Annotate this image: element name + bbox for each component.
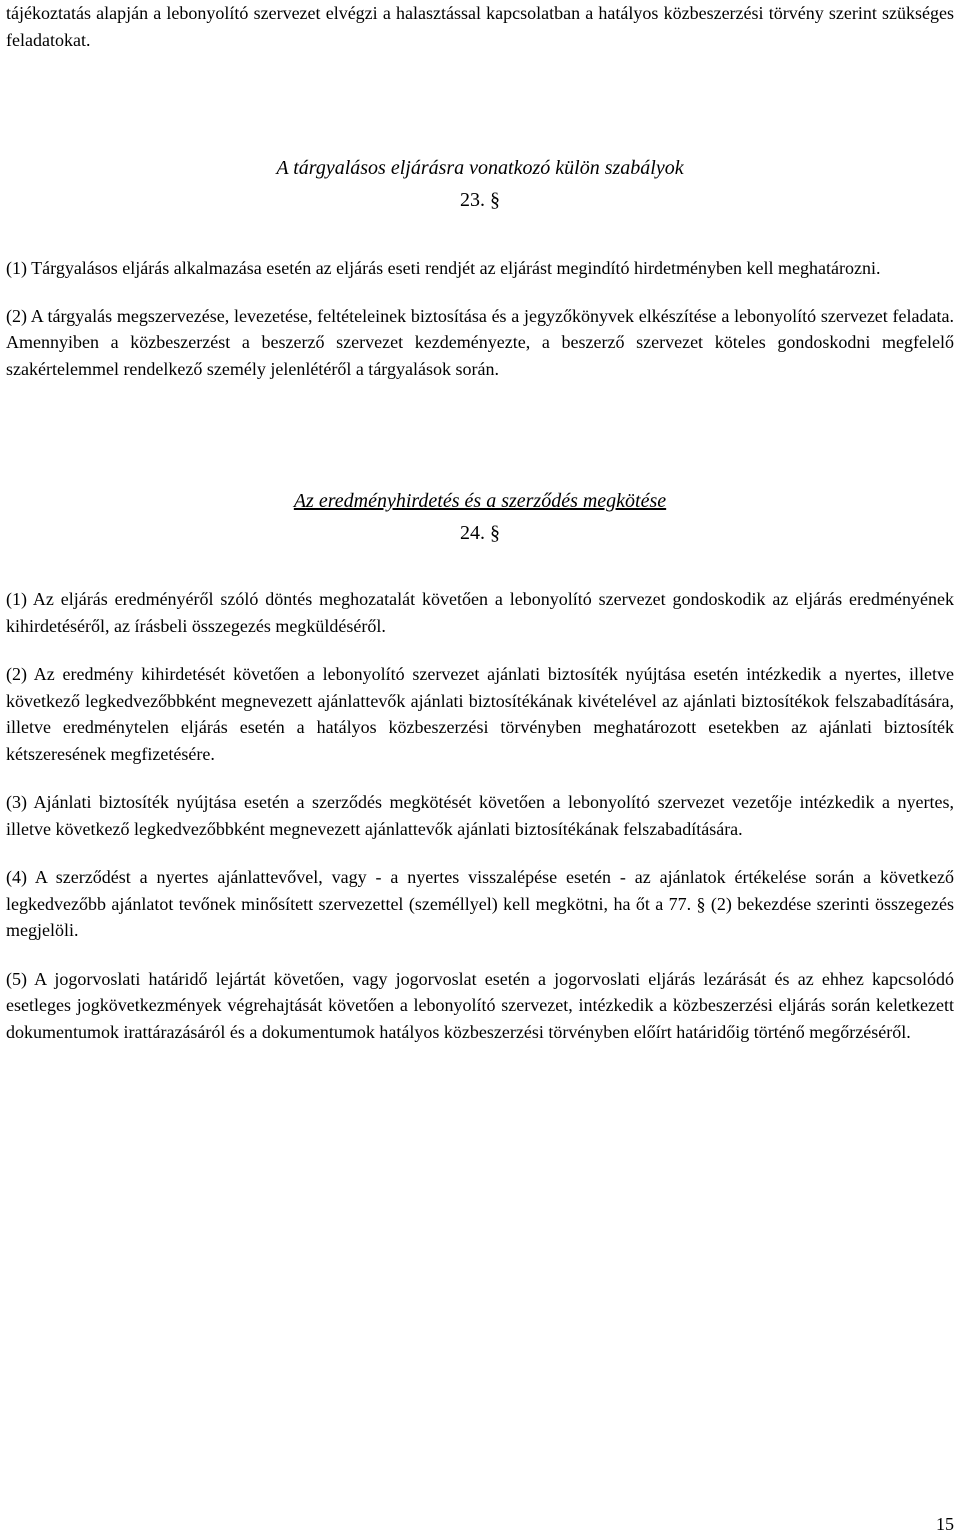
paragraph-23-1: (1) Tárgyalásos eljárás alkalmazása esetén az eljárás eseti rendjét az eljárást megindító hirdetményben kell meghatározni. [6, 258, 881, 278]
paragraph-24-4: (4) A szerződést a nyertes ajánlattevővel, vagy - a nyertes visszalépése esetén - az ajánlatok értékelése során a következő legkedvezőbb ajánlatot tevőnek minősített szervezettel (személlyel) kell megkötni, ha őt a 77. § (2) bekezdése szerinti összegezés megjelöli. [6, 867, 954, 940]
intro-paragraph: tájékoztatás alapján a lebonyolító szervezet elvégzi a halasztással kapcsolatban a hatályos közbeszerzési törvény szerint szükséges feladatokat. [6, 3, 954, 50]
section-24 [6, 488, 954, 1045]
section-heading: A tárgyalásos eljárásra vonatkozó külön szabályok [276, 157, 684, 179]
paragraph-24-1: (1) Az eljárás eredményéről szóló döntés meghozatalát követően a lebonyolító szervezet gondoskodik az eljárás eredményének kihirdetéséről, az írásbeli összegezés megküldéséről. [6, 589, 954, 636]
section-number: 24. § [460, 522, 500, 544]
paragraph-24-5: (5) A jogorvoslati határidő lejártát követően, vagy jogorvoslat esetén a jogorvoslati eljárás lezárását és az ehhez kapcsolódó esetleges jogkövetkezmények végrehajtását követően a lebonyolító szervezet, intézkedik a közbeszerzési eljárás során keletkezett dokumentumok irattárazásáról és a dokumentumok hatályos közbeszerzési törvényben előírt határidőig történő megőrzéséről. [6, 968, 954, 1042]
section-heading: Az eredményhirdetés és a szerződés megkötése [293, 490, 667, 512]
document-page [6, 0, 954, 1045]
paragraph-23-2: (2) A tárgyalás megszervezése, levezetése, feltételeinek biztosítása és a jegyzőkönyvek elkészítése a lebonyolító szervezet feladata. Amennyiben a közbeszerzést a beszerző szervezet kezdeményezte, a beszerző szervezet köteles gondoskodni megfelelő szakértelemmel rendelkező személy jelenlétéről a tárgyalások során. [6, 305, 954, 379]
page-number: 15 [936, 1514, 954, 1534]
paragraph-24-2: (2) Az eredmény kihirdetését követően a lebonyolító szervezet ajánlati biztosíték nyújtása esetén intézkedik a nyertes, illetve következő legkedvezőbbként megnevezett ajánlattevők ajánlati biztosítékának kivételével az ajánlati biztosítékok felszabadítására, illetve eredménytelen eljárás esetén a hatályos közbeszerzési törvényben meghatározott esetekben az ajánlati biztosíték kétszeresének megfizetésére. [6, 664, 954, 764]
paragraph-24-3: (3) Ajánlati biztosíték nyújtása esetén a szerződés megkötését követően a lebonyolító szervezet vezetője intézkedik a nyertes, illetve következő legkedvezőbbként megnevezett ajánlattevők ajánlati biztosítékának felszabadítására. [6, 792, 954, 839]
section-number: 23. § [460, 189, 500, 211]
section-23 [6, 155, 954, 382]
